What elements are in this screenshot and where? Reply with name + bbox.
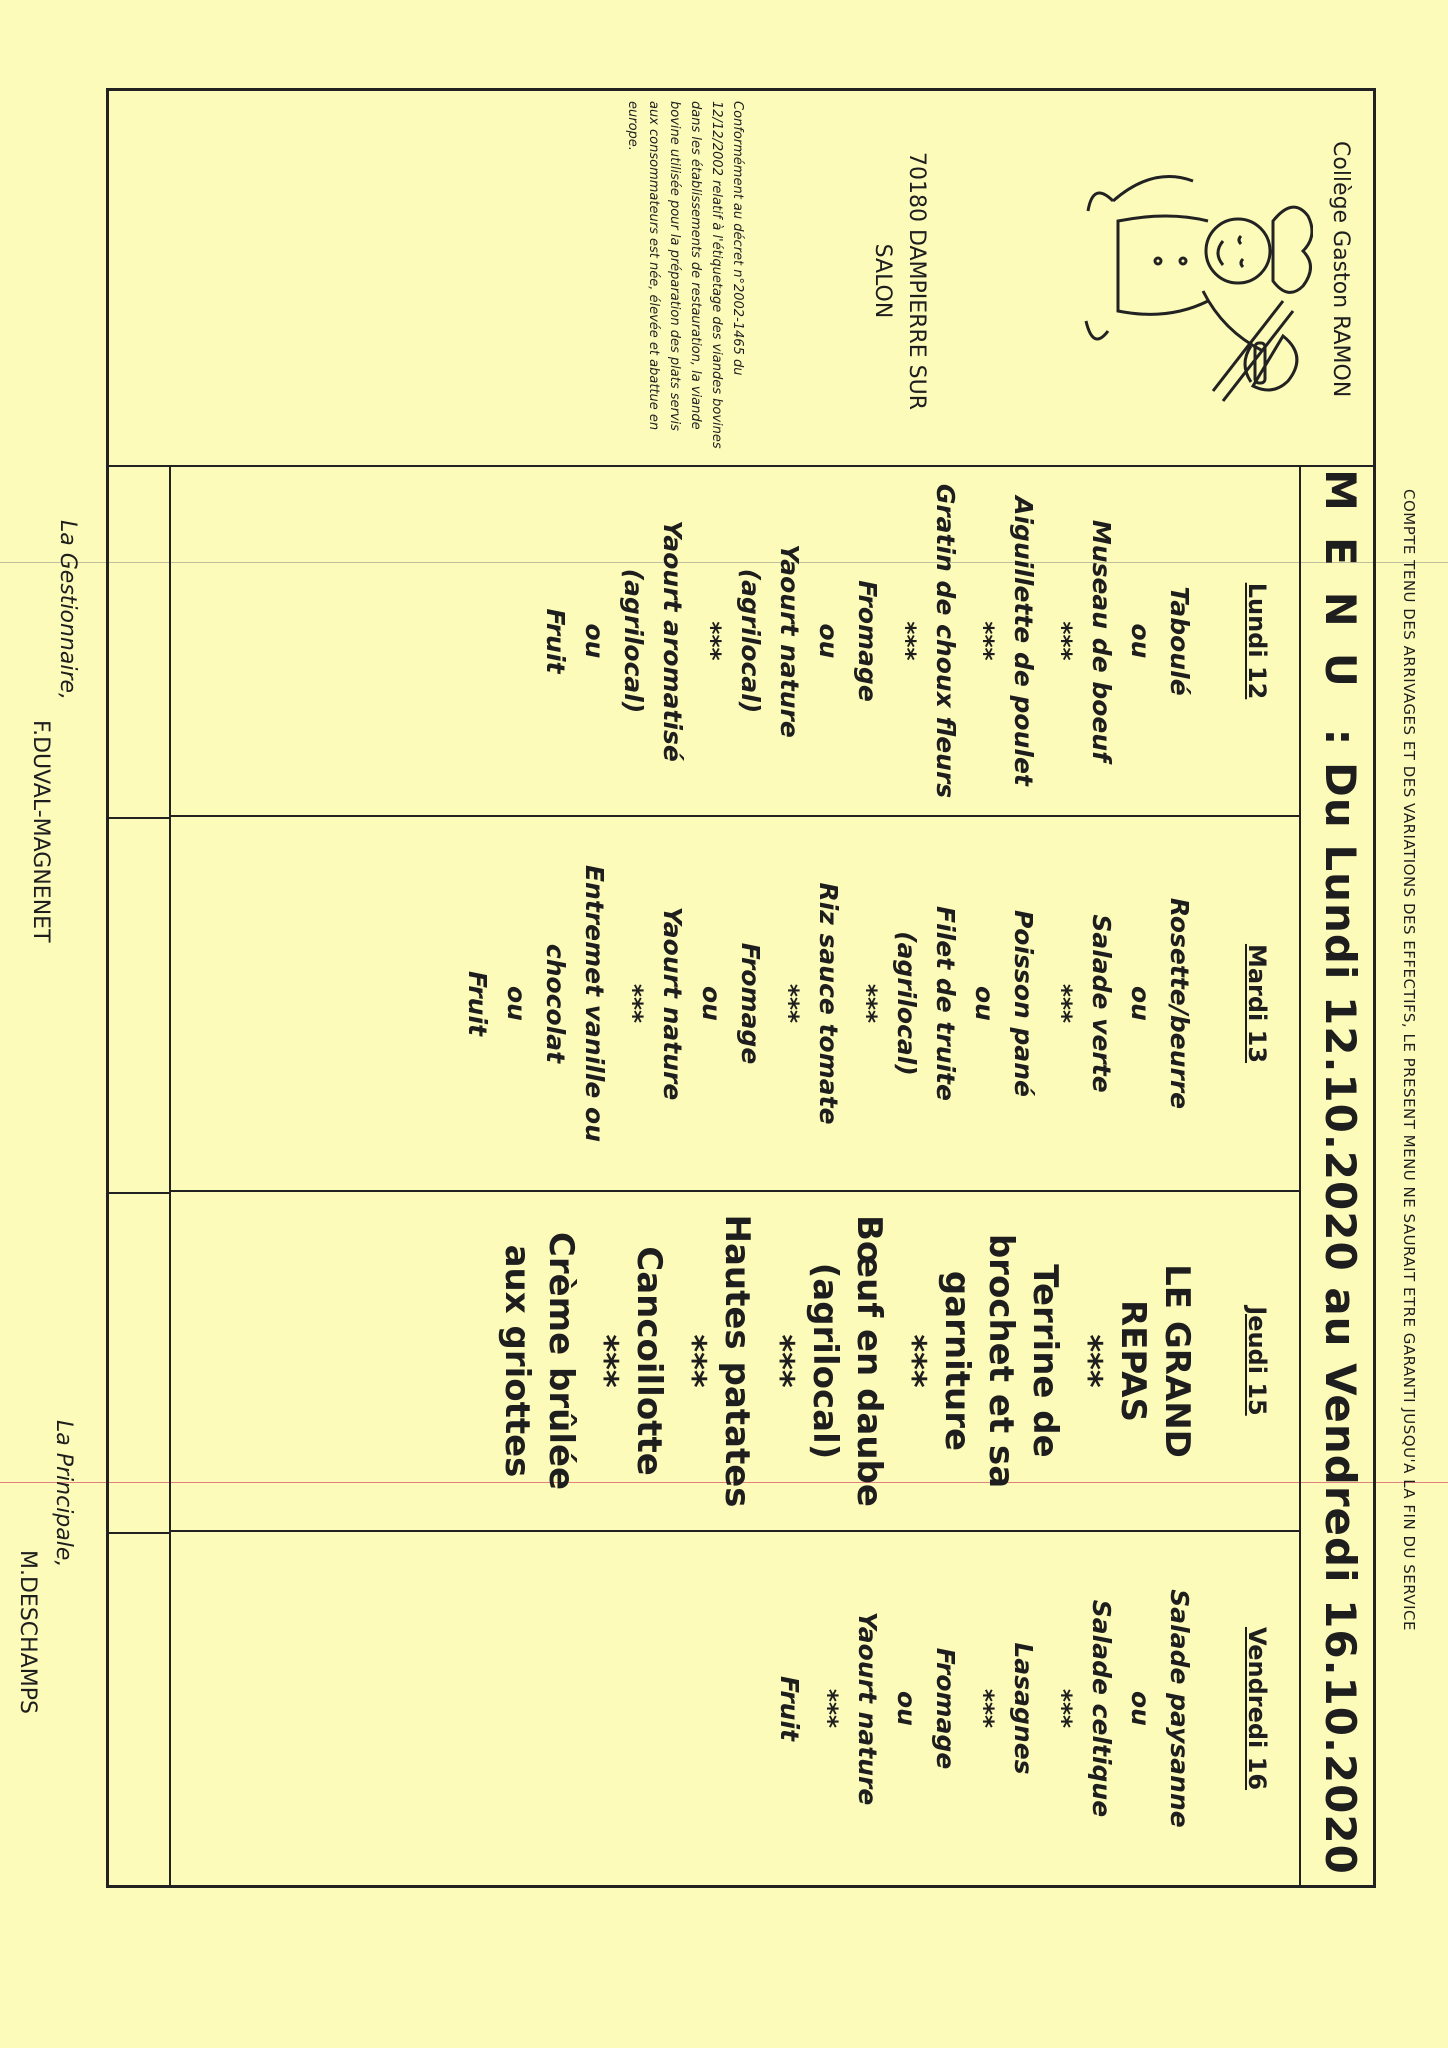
dish-item: Fromage [736,942,765,1065]
dish-or: ou [1126,1691,1155,1726]
dish-separator: *** [585,1334,625,1388]
address-line-1: 70180 DAMPIERRE SUR [904,151,929,411]
day-label: Mardi 13 [1243,943,1271,1064]
dish-item: (agrilocal) [619,568,648,714]
dish-separator: *** [619,983,648,1024]
school-panel [109,91,1373,467]
dish-item: Salade celtique [1087,1599,1116,1818]
dish-item: (agrilocal) [736,568,765,714]
strip-divider [107,1192,169,1194]
chef-carrying-burger-icon [1083,161,1313,421]
dish-separator: *** [775,983,804,1024]
dish-or: ou [580,623,609,659]
dish-item: (agrilocal) [805,1262,845,1460]
dish-item: Entremet vanille ou [580,864,609,1143]
dish-item: LE GRAND [1157,1264,1197,1458]
dish-item: Aiguillette de poulet [1009,496,1038,786]
dish-item: Fruit [775,1676,804,1741]
dish-item: Fromage [853,580,882,702]
dish-separator: *** [893,1334,933,1388]
dish-or: ou [1126,986,1155,1021]
dish-item: Terrine de [1025,1264,1065,1458]
dish-item: Fruit [463,971,492,1036]
dish-item: Crème brûlée [541,1231,581,1491]
day-label: Lundi 12 [1243,582,1271,700]
decree-notice: Conformément au décret n°2002-1465 du 12/12/2002 relatif à l'étiquetage des viandes bovines dans les établissements de restauration, la viande bovine utilisée pour la préparation des plats servis aux consommateurs est née, élevée et abattue en europe. [625,101,745,449]
dish-list [495,1202,1199,1520]
dish-item: Rosette/beurre [1165,897,1194,1110]
dish-or: ou [970,986,999,1021]
menu-title-word: MENU [1316,469,1365,713]
dish-separator: *** [892,621,921,661]
disclaimer-text: COMPTE TENU DES ARRIVAGES ET DES VARIATIONS DES EFFECTIFS, LE PRESENT MENU NE SAURAIT ETRE GARANTI JUSQU'A LA FIN DU SERVICE [1400,489,1418,1631]
day-column-lundi [169,467,1299,817]
dish-separator: *** [697,621,726,661]
dish-separator: *** [970,621,999,661]
dish-item: Hautes patates [717,1214,757,1508]
dish-item: aux griottes [497,1244,537,1478]
dish-or: ou [697,986,726,1021]
dish-item: Yaourt aromatisé [658,520,687,762]
dish-item: Museau de boeuf [1087,519,1116,763]
signature-name-principale: M.DESCHAMPS [15,1550,40,1714]
dish-item: Filet de truite [931,906,960,1101]
dish-item: Taboulé [1165,586,1194,696]
day-column-mardi [169,817,1299,1192]
dish-or: ou [1126,623,1155,659]
dish-separator: *** [814,1688,843,1729]
signature-role-gestionnaire: La Gestionnaire, [55,520,80,701]
dish-item: (agrilocal) [892,931,921,1076]
school-name: Collège Gaston RAMON [1328,141,1353,398]
dish-item: Yaourt nature [853,1611,882,1806]
dish-item: Cancoillotte [629,1246,669,1476]
bottom-strip [109,467,171,1885]
dish-item: Poisson pané [1009,909,1038,1098]
address-line-2: SALON [870,243,895,319]
dish-separator: *** [1069,1334,1109,1388]
signature-name-gestionnaire: F.DUVAL-MAGNENET [28,720,53,943]
strip-divider [107,1532,169,1534]
school-address [865,131,933,431]
day-column-jeudi [169,1192,1299,1532]
menu-title [1316,467,1365,1877]
menu-frame [106,88,1376,1888]
dish-item: Bœuf en daube [849,1215,889,1507]
dish-item: brochet et sa [981,1233,1021,1489]
dish-list [770,1542,1199,1875]
signature-role-principale: La Principale, [51,1420,76,1568]
dish-separator: *** [673,1334,713,1388]
dish-item: Yaourt nature [658,906,687,1101]
dish-item: garniture [937,1270,977,1452]
dish-or: ou [502,986,531,1021]
dish-item: Gratin de choux fleurs [931,483,960,799]
dish-separator: *** [761,1334,801,1388]
dish-or: ou [892,1691,921,1726]
day-label: Jeudi 15 [1243,1306,1271,1416]
dish-item: Lasagnes [1009,1642,1038,1775]
dish-item: REPAS [1113,1299,1153,1422]
strip-divider [107,817,169,819]
dish-separator: *** [1048,983,1077,1024]
day-column-vendredi [169,1532,1299,1885]
dish-list [458,827,1199,1180]
menu-grid [171,467,1301,1885]
day-label: Vendredi 16 [1243,1626,1271,1791]
dish-separator: *** [1048,1688,1077,1729]
dish-item: Salade paysanne [1165,1589,1194,1828]
dish-item: Fromage [931,1647,960,1770]
dish-separator: *** [970,1688,999,1729]
dish-item: Salade verte [1087,914,1116,1093]
dish-item: Yaourt nature [775,544,804,738]
dish-list [536,477,1199,805]
dish-item: Fruit [541,608,570,674]
dish-item: Riz sauce tomate [814,882,843,1125]
dish-or: ou [814,623,843,659]
menu-title-range: : Du Lundi 12.10.2020 au Vendredi 16.10.2020 [1316,728,1365,1875]
dish-item: chocolat [541,943,570,1064]
dish-separator: *** [853,983,882,1024]
dish-separator: *** [1048,621,1077,661]
